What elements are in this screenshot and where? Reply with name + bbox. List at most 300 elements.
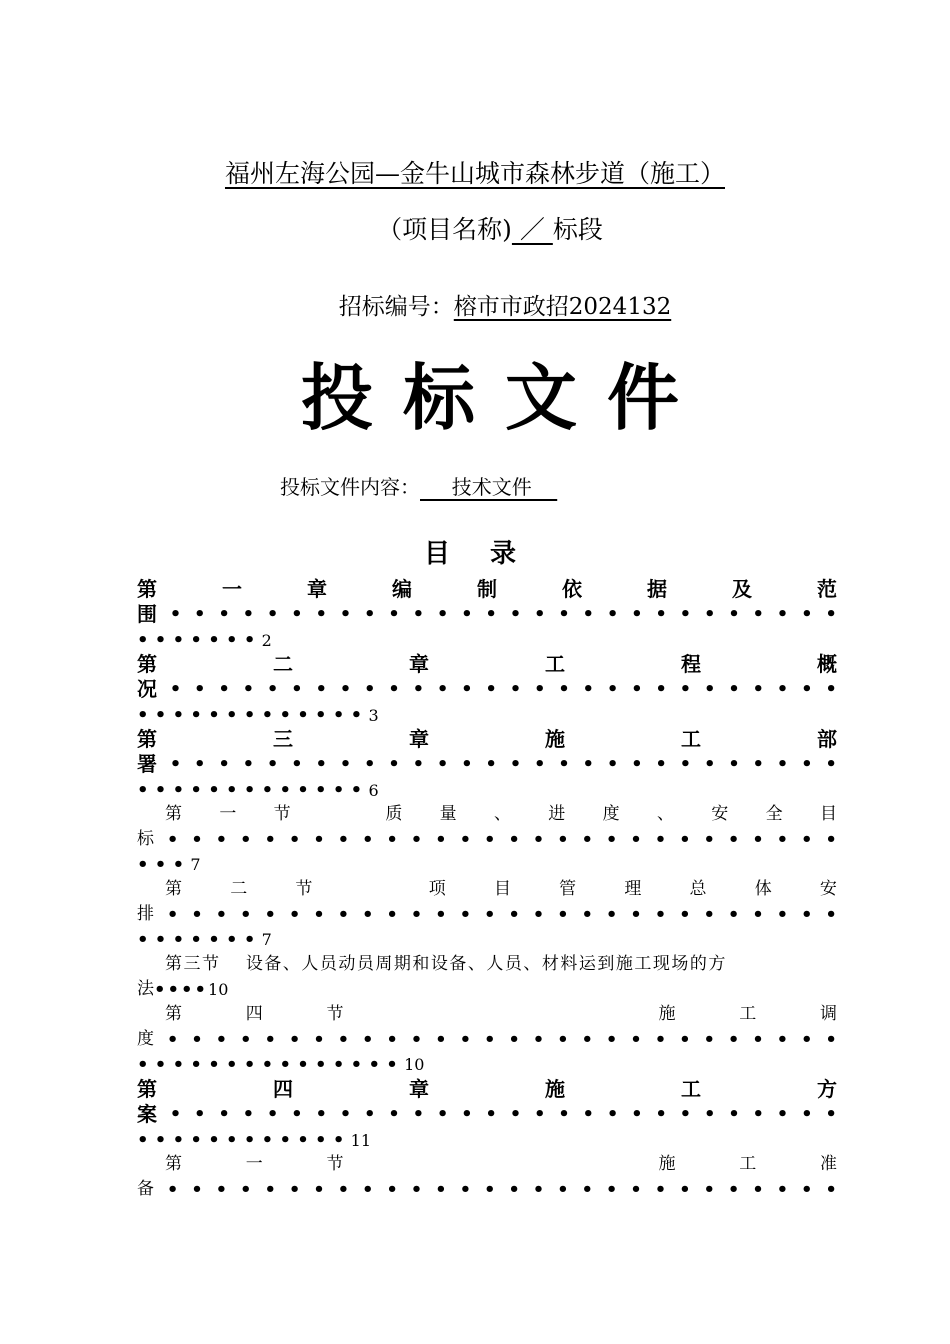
toc-page-number: 11 [350, 1131, 372, 1150]
toc-entry[interactable] [137, 802, 837, 877]
dot-leader: • [386, 1029, 398, 1050]
dot-leader: • [630, 1179, 642, 1200]
dot-leader: • [508, 1179, 520, 1200]
dot-leader: • [166, 829, 179, 850]
dot-leader: • [435, 1029, 447, 1050]
toc-title-char: 章 [409, 727, 429, 751]
dot-leader: • [558, 679, 570, 700]
dot-leader: • [242, 604, 255, 625]
dot-leader: • [313, 904, 325, 925]
bid-number-label: 招标编号： [338, 294, 454, 320]
dot-leader: • [533, 754, 546, 775]
dot-leader: • [801, 904, 813, 925]
dot-leader: • [364, 1104, 376, 1125]
dot-leader: • [218, 679, 230, 700]
toc-page-number: 6 [368, 781, 379, 800]
toc-entry-last-char: 度 [137, 1029, 154, 1049]
toc-title-char: 章 [409, 1077, 429, 1101]
toc-title-char: 施 [545, 727, 565, 751]
toc-title-char: 一 [245, 1154, 263, 1174]
toc-title-char: 工 [681, 1077, 701, 1101]
dot-leader: • [337, 1179, 350, 1200]
toc-title-char: 第 [137, 577, 157, 601]
toc-page-number: 10 [404, 1055, 425, 1074]
dot-leader: • [776, 604, 789, 625]
dot-leader: • [630, 904, 642, 925]
dot-leader: • [825, 679, 837, 700]
table-of-contents [137, 577, 837, 1202]
dot-leader: • [509, 1104, 522, 1125]
dot-leader: • [166, 1029, 179, 1050]
dot-leader: • [752, 679, 765, 700]
toc-entry[interactable] [137, 577, 837, 652]
dot-leader: • [532, 1179, 545, 1200]
toc-entry[interactable] [137, 1152, 837, 1202]
toc-title-char: 编 [392, 577, 412, 601]
toc-title-char: 节 [273, 804, 291, 824]
dot-leader: • [752, 1179, 764, 1200]
dot-leader: • [315, 604, 327, 625]
dot-leader: • [752, 1029, 764, 1050]
dot-leader: • [752, 1104, 765, 1125]
dot-leader: • [776, 904, 789, 925]
dot-leader: • [776, 1179, 789, 1200]
toc-title-char: 工 [681, 727, 701, 751]
dot-leader: • [339, 679, 352, 700]
dot-leader: • [801, 604, 813, 625]
dot-leader: • [557, 904, 569, 925]
dot-leader: • [485, 679, 497, 700]
dot-leader: • [801, 1029, 813, 1050]
dot-leader: • [605, 904, 618, 925]
dot-leader: • [631, 1104, 643, 1125]
dot-leader: • [459, 1179, 472, 1200]
dot-leader: • [801, 679, 813, 700]
dot-leader: • [461, 1104, 473, 1125]
dot-leader: • [242, 754, 255, 775]
dot-leader: • [362, 904, 374, 925]
toc-entry-title [137, 727, 837, 752]
dot-leader: • [362, 829, 374, 850]
dot-leader: • [194, 1104, 206, 1125]
dot-leader: • [215, 904, 228, 925]
dot-leader: • [703, 1104, 716, 1125]
dot-leader: • [410, 1179, 423, 1200]
dot-leader: • [412, 1104, 425, 1125]
toc-entry[interactable] [137, 1002, 837, 1077]
toc-title-char: 安 [711, 804, 729, 824]
dot-leader: • [825, 1179, 837, 1200]
dot-leader: • [240, 829, 252, 850]
dot-leader: • [459, 904, 472, 925]
dot-leader: • [264, 1179, 276, 1200]
dot-leader: • [194, 604, 206, 625]
dot-leader: • [582, 679, 595, 700]
dot-leader: • [264, 904, 276, 925]
dot-leader: • [435, 829, 447, 850]
toc-title-char: 第 [137, 652, 157, 676]
dot-leader: • [242, 1104, 255, 1125]
dot-leader: • [703, 679, 716, 700]
dot-leader: • [655, 604, 667, 625]
toc-entry-last-char: 案 [137, 1102, 157, 1126]
toc-page-number: 7 [190, 855, 201, 874]
toc-title-char: 四 [245, 1004, 263, 1024]
toc-title-char: 节 [295, 879, 313, 899]
dot-leader: • [679, 679, 692, 700]
dot-leader: • [315, 1104, 327, 1125]
toc-title-char: 质 [385, 804, 403, 824]
dot-leader: • [557, 1029, 569, 1050]
dot-leader: • [801, 829, 813, 850]
project-title [0, 156, 950, 192]
toc-title-char: 四 [273, 1077, 293, 1101]
dot-leader: • [631, 604, 643, 625]
dot-leader: • [386, 1179, 398, 1200]
dot-leader: • [215, 829, 228, 850]
dot-leader: • [533, 679, 546, 700]
toc-entry-last-char: 围 [137, 602, 157, 626]
dot-leader: • [410, 904, 423, 925]
toc-title-char: 三 [273, 727, 293, 751]
dot-leader: • [169, 1104, 182, 1125]
dot-leader: • [483, 904, 496, 925]
dot-leader: • [581, 1179, 594, 1200]
dot-leader: • [166, 1179, 179, 1200]
dot-leader: • [557, 829, 569, 850]
dot-leader: • [169, 679, 182, 700]
dot-leader: • [825, 1104, 837, 1125]
toc-title-char [361, 877, 381, 902]
toc-title-char: 调 [820, 1004, 837, 1024]
dot-leader: • [313, 829, 325, 850]
dot-leader: • [508, 829, 520, 850]
dot-leader: • [337, 1029, 350, 1050]
toc-title-char: 第 [137, 727, 157, 751]
dot-leader: • [727, 904, 740, 925]
dot-leader: • [410, 1029, 423, 1050]
dot-leader: • [654, 904, 667, 925]
toc-entry-last-char: 况 [137, 677, 157, 701]
dot-leader: • [703, 754, 716, 775]
dot-leader: • [825, 604, 837, 625]
dot-leader: • [461, 679, 473, 700]
dot-leader: • [412, 679, 425, 700]
dot-leader: • [337, 904, 350, 925]
dot-leader: • [728, 604, 740, 625]
dot-leader: • [776, 754, 789, 775]
dot-leader: • [801, 754, 813, 775]
dot-leader: • [194, 754, 206, 775]
dot-leader: • [436, 679, 449, 700]
dot-leader: ••••••••••••• [137, 780, 369, 801]
toc-title-char: 第 [165, 1004, 182, 1024]
dot-leader: • [412, 754, 425, 775]
dot-leader: • [435, 904, 447, 925]
toc-entry[interactable] [137, 727, 837, 802]
toc-title-char: 管 [559, 879, 577, 899]
toc-title-char: 二 [273, 652, 293, 676]
dot-leader: • [264, 1029, 276, 1050]
toc-entry[interactable] [137, 652, 837, 727]
content-line [280, 472, 557, 502]
dot-leader: • [532, 904, 545, 925]
dot-leader: • [313, 1179, 325, 1200]
dot-leader: • [728, 679, 740, 700]
toc-entry-title [137, 877, 837, 902]
toc-title-char: 部 [817, 727, 837, 751]
dot-leader: • [337, 829, 350, 850]
dot-leader: • [605, 829, 618, 850]
dot-leader: • [436, 1104, 449, 1125]
dot-leader: • [631, 679, 643, 700]
toc-title-char: 第 [165, 1154, 182, 1174]
dot-leader: • [752, 754, 765, 775]
dot-leader: • [191, 829, 203, 850]
dot-leader: • [703, 829, 715, 850]
dot-leader: • [727, 1179, 740, 1200]
toc-title-char: 度 [602, 804, 620, 824]
dot-leader: • [776, 679, 789, 700]
dot-leader: • [483, 829, 496, 850]
dot-leader: • [801, 1179, 813, 1200]
toc-entry-title [137, 802, 837, 827]
dot-leader: • [630, 829, 642, 850]
dot-leader: • [582, 1104, 595, 1125]
dot-leader: • [388, 1104, 400, 1125]
dot-leader: • [533, 604, 546, 625]
dot-leader: • [194, 679, 206, 700]
dot-leader: • [264, 829, 276, 850]
content-value: 技术文件 [420, 475, 558, 499]
dot-leader: • [291, 1104, 303, 1125]
dot-leader: • [581, 904, 594, 925]
toc-entry-last-char: 标 [137, 829, 154, 849]
dot-leader: • [533, 1104, 546, 1125]
toc-page-number: 3 [368, 706, 379, 725]
dot-leader: • [606, 604, 619, 625]
dot-leader: ••••••••••••••• [137, 1054, 405, 1075]
dot-leader: • [825, 1029, 837, 1050]
dot-leader: ••••••• [137, 630, 262, 651]
lot-blank: ／ [511, 215, 553, 244]
dot-leader: • [364, 679, 376, 700]
toc-title-char [491, 1002, 511, 1027]
dot-leader: ••• [137, 854, 191, 875]
toc-title-char: 依 [562, 577, 582, 601]
dot-leader: • [436, 604, 449, 625]
dot-leader: • [509, 754, 522, 775]
toc-title-char: 范 [817, 577, 837, 601]
toc-title-char: 方 [817, 1077, 837, 1101]
dot-leader: • [218, 604, 230, 625]
dot-leader: • [582, 604, 595, 625]
dot-leader: • [364, 754, 376, 775]
dot-leader: • [509, 679, 522, 700]
dot-leader: • [291, 754, 303, 775]
dot-leader: • [242, 679, 255, 700]
dot-leader: • [532, 1029, 545, 1050]
dot-leader: • [532, 829, 545, 850]
toc-entry-title [137, 1152, 837, 1177]
toc-title-char: 制 [477, 577, 497, 601]
dot-leader: • [605, 1029, 618, 1050]
dot-leader: • [606, 679, 619, 700]
dot-leader: • [485, 754, 497, 775]
toc-entry[interactable] [137, 952, 837, 1002]
dot-leader: • [410, 829, 423, 850]
toc-title-char: 全 [765, 804, 783, 824]
toc-title-char [575, 1152, 595, 1177]
toc-title-char: 工 [739, 1004, 757, 1024]
dot-leader: • [581, 829, 594, 850]
toc-title-char: 施 [545, 1077, 565, 1101]
toc-title-char: 体 [754, 879, 772, 899]
dot-leader: • [655, 1104, 667, 1125]
toc-title-char: 目 [819, 804, 837, 824]
doc-heading: 投标文件 [300, 356, 709, 440]
toc-title-char: 工 [545, 652, 565, 676]
toc-title-char: 章 [409, 652, 429, 676]
toc-title-char: 进 [548, 804, 566, 824]
bid-number: 榕市市政招2024132 [453, 294, 672, 320]
dot-leader: • [240, 1029, 252, 1050]
toc-title-char: 节 [326, 1154, 344, 1174]
dot-leader: • [776, 829, 789, 850]
toc-title-char: 二 [230, 879, 248, 899]
dot-leader: • [191, 1179, 203, 1200]
dot-leader: • [364, 604, 376, 625]
dot-leader: • [557, 1179, 569, 1200]
dot-leader: • [388, 604, 400, 625]
dot-leader: •••• [154, 979, 209, 1000]
dot-leader: • [825, 754, 837, 775]
dot-leader: • [654, 1029, 667, 1050]
dot-leader: • [727, 829, 740, 850]
dot-leader: • [362, 1029, 374, 1050]
dot-leader: • [679, 1179, 691, 1200]
toc-entry-last-char: 排 [137, 904, 154, 924]
dot-leader: • [582, 754, 595, 775]
toc-title: 目录 [423, 539, 556, 569]
dot-leader: • [728, 754, 740, 775]
dot-leader: • [630, 1029, 642, 1050]
dot-leader: • [339, 754, 352, 775]
dot-leader: • [218, 754, 230, 775]
dot-leader: • [752, 604, 765, 625]
dot-leader: • [266, 754, 279, 775]
toc-page-number: 10 [208, 980, 229, 999]
dot-leader: • [728, 1104, 740, 1125]
dot-leader: • [218, 1104, 230, 1125]
toc-title-char: 节 [326, 1004, 344, 1024]
dot-leader: • [288, 904, 301, 925]
dot-leader: • [461, 604, 473, 625]
dot-leader: • [703, 1179, 715, 1200]
dot-leader: • [508, 904, 520, 925]
dot-leader: • [266, 1104, 279, 1125]
toc-title-char: 准 [820, 1154, 837, 1174]
dot-leader: • [654, 1179, 667, 1200]
toc-title-char: 据 [647, 577, 667, 601]
dot-leader: • [436, 754, 449, 775]
bid-number-line [0, 290, 950, 324]
dot-leader: • [776, 1029, 789, 1050]
dot-leader: • [606, 1104, 619, 1125]
dot-leader: • [313, 1029, 325, 1050]
dot-leader: • [169, 604, 182, 625]
toc-title-char [407, 1152, 427, 1177]
toc-page-number: 7 [261, 930, 272, 949]
dot-leader: • [703, 604, 716, 625]
toc-entry[interactable] [137, 877, 837, 952]
dot-leader: • [288, 1179, 301, 1200]
toc-title-char: 章 [307, 577, 327, 601]
toc-title-char: 工 [739, 1154, 757, 1174]
dot-leader: • [459, 829, 472, 850]
dot-leader: • [679, 904, 691, 925]
dot-leader: • [679, 1029, 691, 1050]
dot-leader: • [581, 1029, 594, 1050]
dot-leader: • [362, 1179, 374, 1200]
dot-leader: • [215, 1029, 228, 1050]
dot-leader: • [655, 679, 667, 700]
dot-leader: • [339, 1104, 352, 1125]
toc-title-char: 目 [493, 879, 511, 899]
toc-title-char: 安 [819, 879, 837, 899]
toc-entry-title: 第三节 设备、人员动员周期和设备、人员、材料运到施工现场的方 [165, 954, 727, 974]
toc-title-char [491, 1152, 511, 1177]
toc-entry-title [137, 1002, 837, 1027]
dot-leader: ••••••• [137, 929, 262, 950]
dot-leader: • [291, 679, 303, 700]
dot-leader: • [388, 679, 400, 700]
dot-leader: • [655, 754, 667, 775]
toc-title-char: 一 [219, 804, 237, 824]
dot-leader: • [288, 1029, 301, 1050]
toc-title-char [407, 1002, 427, 1027]
dot-leader: • [483, 1179, 496, 1200]
toc-entry-last-char: 备 [137, 1179, 154, 1199]
dot-leader: • [631, 754, 643, 775]
dot-leader: • [825, 829, 837, 850]
dot-leader: • [412, 604, 425, 625]
dot-leader: • [485, 604, 497, 625]
toc-title-char: 第 [137, 1077, 157, 1101]
toc-title-char: 项 [428, 879, 446, 899]
dot-leader: • [459, 1029, 472, 1050]
toc-title-char: 、 [493, 804, 511, 824]
dot-leader: • [703, 904, 715, 925]
dot-leader: • [215, 1179, 228, 1200]
toc-title-char: 、 [656, 804, 674, 824]
toc-entry[interactable] [137, 1077, 837, 1152]
dot-leader: • [388, 754, 400, 775]
dot-leader: • [315, 679, 327, 700]
dot-leader: • [483, 1029, 496, 1050]
toc-title-char: 概 [817, 652, 837, 676]
project-name-label: （项目名称) [377, 215, 512, 244]
dot-leader: • [240, 1179, 252, 1200]
dot-leader: • [266, 679, 279, 700]
toc-title-char: 第 [165, 804, 182, 824]
dot-leader: • [291, 604, 303, 625]
toc-title-char: 程 [681, 652, 701, 676]
dot-leader: • [825, 904, 837, 925]
toc-title-char: 施 [658, 1004, 676, 1024]
toc-title-char: 理 [624, 879, 642, 899]
content-label: 投标文件内容： [280, 475, 420, 499]
